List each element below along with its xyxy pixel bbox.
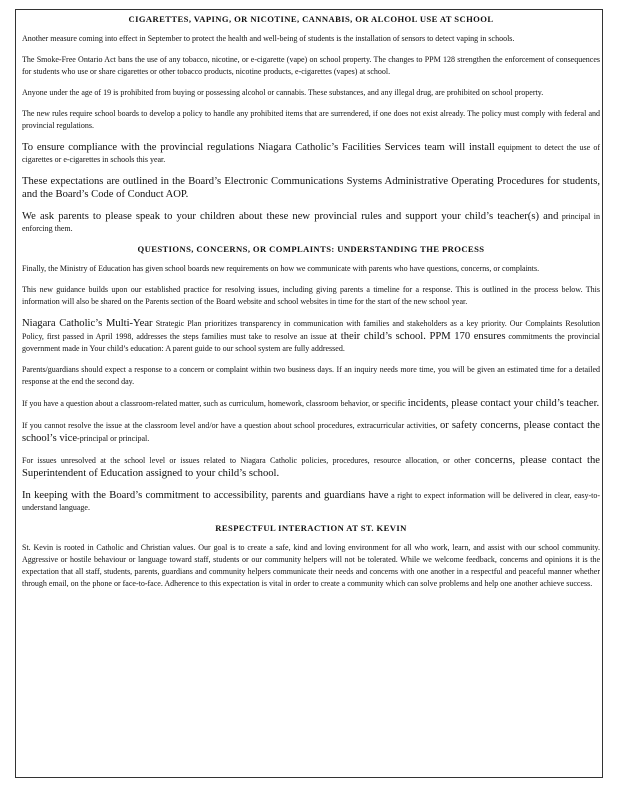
paragraph-expectations: These expectations are outlined in the Board’s Electronic Communications Systems Administrative Operating Procedures for students, and the Board’s Code of Conduct AOP. bbox=[22, 176, 600, 200]
ppm-170-text-large: at their child’s school. PPM 170 ensures bbox=[329, 331, 506, 342]
heading-vaping: CIGARETTES, VAPING, OR NICOTINE, CANNABIS, OR ALCOHOL USE AT SCHOOL bbox=[128, 14, 494, 24]
heading-respectful-interaction: RESPECTFUL INTERACTION AT ST. KEVIN bbox=[215, 523, 407, 533]
school-level-text-large: or safety concerns, please contact the school’s vice bbox=[22, 420, 601, 444]
unresolved-text-large: concerns, please contact the Superintendent of Education assigned to your child’s school. bbox=[22, 455, 600, 479]
ask-parents-text-large: We ask parents to please speak to your children about these new provincial rules and support your child’s teacher(s) and bbox=[22, 211, 559, 222]
paragraph-ministry: Finally, the Ministry of Education has given school boards new requirements on how we communicate with parents who have questions, concerns, or complaints. bbox=[22, 264, 540, 273]
heading-questions: QUESTIONS, CONCERNS, OR COMPLAINTS: UNDERSTANDING THE PROCESS bbox=[137, 244, 485, 254]
classroom-text-large: incidents, please contact your child’s teacher. bbox=[407, 398, 600, 409]
paragraph-respectful: St. Kevin is rooted in Catholic and Christian values. Our goal is to create a safe, kind and loving environment for all who work, learn, and assist with our school community. Aggressive or hostile behaviour or language toward staff, students or our community helpers will not be tolerated. While we welcome feedback, concerns and opinions it is the expectation that all staff, students, parents, guardians and community helpers communicate their needs and concerns with one another in a respectful and peaceful manner whether through email, on the phone or face-to-face. Adherence to this expectation is vital in order to create a community which can solve problems and help one another achieve success. bbox=[22, 543, 600, 588]
ppm-170-text-small: commitments the provincial government made in Your child’s education: A parent guide to our school system are fully addressed. bbox=[22, 332, 601, 353]
paragraph-compliance bbox=[22, 141, 600, 166]
strategic-plan-text-small: Strategic Plan prioritizes transparency in communication with families and stakeholders as a key priority. Our Complaints Resolution Policy, first passed in April 1998, addresses the steps families must take to resolve an issue bbox=[22, 319, 600, 341]
paragraph-classroom-matter bbox=[22, 397, 600, 410]
ask-parents-text-small: principal in enforcing them. bbox=[22, 212, 601, 233]
unresolved-text-small: For issues unresolved at the school level or issues related to Niagara Catholic policies, procedures, resource allocation, or other bbox=[22, 456, 471, 465]
compliance-text-small: equipment to detect the use of cigarettes or e-cigarettes in schools this year. bbox=[22, 143, 600, 164]
paragraph-smoke-free-act: The Smoke-Free Ontario Act bans the use of any tobacco, nicotine, or e-cigarette (vape) on school property. The changes to PPM 128 strengthen the enforcement of consequences for students who use or share cigarettes or other tobacco products, nicotine products, e-cigarettes (vapes) at school. bbox=[22, 55, 600, 76]
paragraph-sensors: Another measure coming into effect in September to protect the health and well-being of students is the installation of sensors to detect vaping in schools. bbox=[22, 34, 515, 43]
school-level-text-small-end: -principal or principal. bbox=[77, 434, 150, 443]
accessibility-text-small: a right to expect information will be delivered in clear, easy-to-understand language. bbox=[22, 491, 600, 512]
paragraph-ask-parents bbox=[22, 210, 600, 235]
paragraph-school-level bbox=[22, 419, 600, 445]
newsletter-content bbox=[22, 14, 600, 599]
paragraph-strategic-plan bbox=[22, 317, 600, 355]
accessibility-text-large: In keeping with the Board’s commitment to accessibility, parents and guardians have bbox=[22, 490, 389, 501]
strategic-plan-text-large: Niagara Catholic’s Multi-Year bbox=[22, 318, 153, 329]
paragraph-unresolved bbox=[22, 454, 600, 480]
paragraph-new-rules: The new rules require school boards to develop a policy to handle any prohibited items that are surrendered, if one does not exist already. The policy must comply with federal and provincial regulations. bbox=[22, 109, 600, 130]
classroom-text-small: If you have a question about a classroom-related matter, such as curriculum, homework, classroom behavior, or specific bbox=[22, 399, 406, 408]
paragraph-accessibility bbox=[22, 489, 600, 514]
paragraph-response-time: Parents/guardians should expect a response to a concern or complaint within two business days. If an inquiry needs more time, you will be given an estimated time for a detailed response at the end the second day. bbox=[22, 365, 600, 386]
compliance-text-large: To ensure compliance with the provincial regulations Niagara Catholic’s Facilities Services team will install bbox=[22, 142, 495, 153]
school-level-text-small: If you cannot resolve the issue at the classroom level and/or have a question about school procedures, extracurricular activities, bbox=[22, 421, 438, 430]
paragraph-guidance: This new guidance builds upon our established practice for resolving issues, including giving parents a timeline for a response. This is outlined in the process below. This information will also be shared on the Parents section of the Board website and school websites in time for the start of the new school year. bbox=[22, 285, 600, 306]
paragraph-age-19: Anyone under the age of 19 is prohibited from buying or possessing alcohol or cannabis. These substances, and any illegal drug, are prohibited on school property. bbox=[22, 88, 544, 97]
